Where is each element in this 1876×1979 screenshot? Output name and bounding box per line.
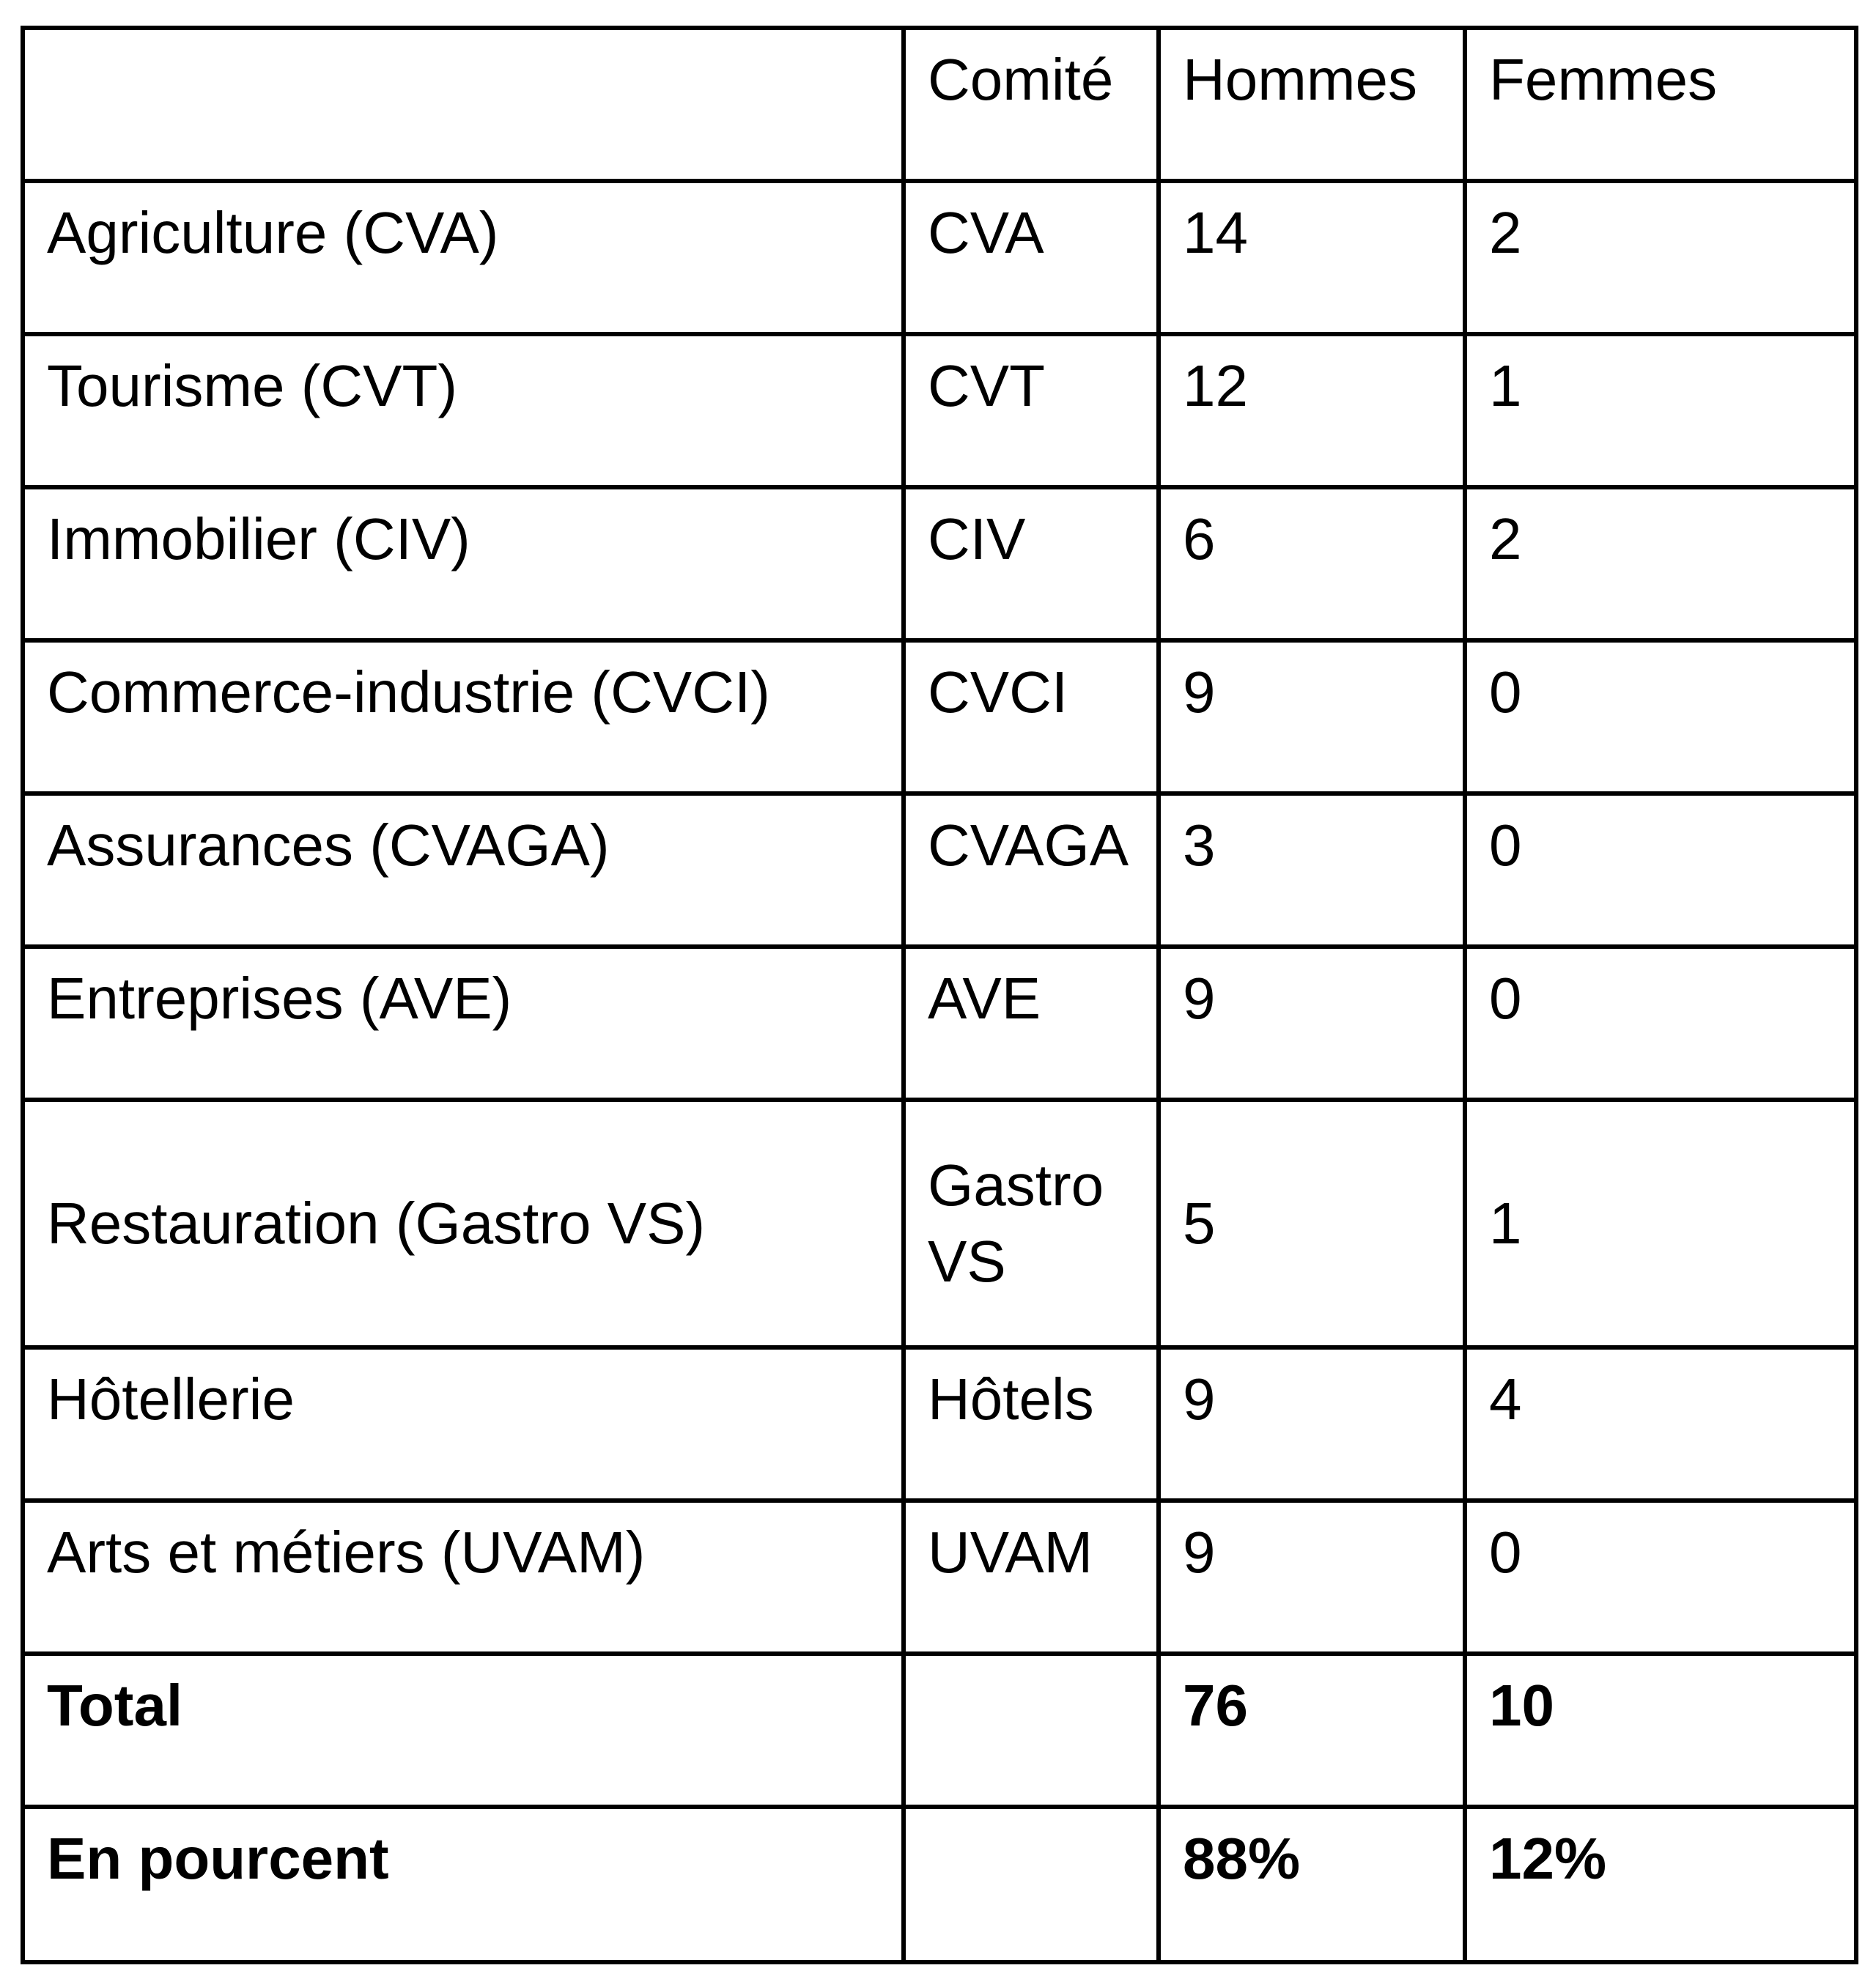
total-label: Total [23, 1654, 904, 1807]
total-comite [904, 1654, 1159, 1807]
table-row [23, 1100, 1856, 1347]
header-cell-femmes: Femmes [1465, 28, 1856, 181]
row-femmes: 0 [1465, 640, 1856, 794]
row-comite: CVCI [904, 640, 1159, 794]
table-row [23, 794, 1856, 947]
row-hommes: 9 [1159, 1347, 1465, 1501]
row-comite: CVAGA [904, 794, 1159, 947]
row-hommes: 12 [1159, 334, 1465, 487]
row-comite: CVT [904, 334, 1159, 487]
row-femmes: 0 [1465, 947, 1856, 1100]
total-femmes: 10 [1465, 1654, 1856, 1807]
percent-label: En pourcent [23, 1807, 904, 1962]
row-label: Commerce-industrie (CVCI) [23, 640, 904, 794]
total-hommes: 76 [1159, 1654, 1465, 1807]
table-row [23, 334, 1856, 487]
row-femmes: 2 [1465, 181, 1856, 334]
percent-row [23, 1807, 1856, 1962]
percent-hommes: 88% [1159, 1807, 1465, 1962]
row-label: Entreprises (AVE) [23, 947, 904, 1100]
row-label: Assurances (CVAGA) [23, 794, 904, 947]
row-comite: Gastro VS [904, 1100, 1159, 1347]
row-hommes: 9 [1159, 947, 1465, 1100]
row-label: Hôtellerie [23, 1347, 904, 1501]
row-comite: Hôtels [904, 1347, 1159, 1501]
table-row [23, 181, 1856, 334]
row-comite: AVE [904, 947, 1159, 1100]
header-cell-comite: Comité [904, 28, 1159, 181]
row-femmes: 4 [1465, 1347, 1856, 1501]
committee-gender-table [21, 26, 1858, 1964]
row-femmes: 0 [1465, 1501, 1856, 1654]
table-row [23, 947, 1856, 1100]
row-femmes: 1 [1465, 1100, 1856, 1347]
table-row [23, 1501, 1856, 1654]
header-cell-hommes: Hommes [1159, 28, 1465, 181]
row-hommes: 9 [1159, 1501, 1465, 1654]
row-femmes: 1 [1465, 334, 1856, 487]
percent-femmes: 12% [1465, 1807, 1856, 1962]
table-row [23, 1347, 1856, 1501]
row-femmes: 2 [1465, 487, 1856, 640]
row-hommes: 6 [1159, 487, 1465, 640]
row-comite: CIV [904, 487, 1159, 640]
row-label: Arts et métiers (UVAM) [23, 1501, 904, 1654]
header-cell-empty [23, 28, 904, 181]
total-row [23, 1654, 1856, 1807]
table-row [23, 640, 1856, 794]
percent-comite [904, 1807, 1159, 1962]
row-comite: CVA [904, 181, 1159, 334]
table-row [23, 487, 1856, 640]
row-hommes: 9 [1159, 640, 1465, 794]
row-label: Tourisme (CVT) [23, 334, 904, 487]
row-femmes: 0 [1465, 794, 1856, 947]
row-hommes: 5 [1159, 1100, 1465, 1347]
header-row [23, 28, 1856, 181]
row-label: Agriculture (CVA) [23, 181, 904, 334]
row-label: Restauration (Gastro VS) [23, 1100, 904, 1347]
row-comite: UVAM [904, 1501, 1159, 1654]
row-hommes: 3 [1159, 794, 1465, 947]
row-label: Immobilier (CIV) [23, 487, 904, 640]
row-hommes: 14 [1159, 181, 1465, 334]
